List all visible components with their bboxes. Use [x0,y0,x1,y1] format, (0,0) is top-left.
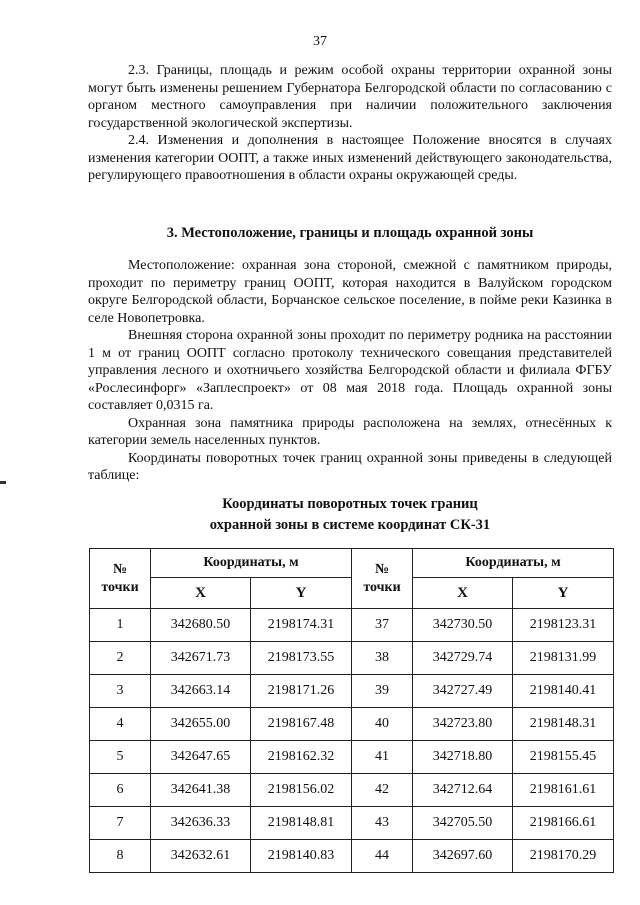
table-row [90,609,614,642]
cell-x-right: 342723.80 [413,708,513,741]
cell-y-right: 2198161.61 [513,774,614,807]
header-y-right: Y [513,578,614,609]
top-paragraphs [88,62,612,185]
table-row [90,741,614,774]
margin-mark [0,481,6,484]
cell-y-left: 2198162.32 [251,741,352,774]
paragraph-2-3: 2.3. Границы, площадь и режим особой охраны территории охранной зоны могут быть изменены решением Губернатора Белгородской области по согласованию с органом местного самоуправления при наличии положительного заключения государственной экологической экспертизы. [88,63,612,131]
header-coords-left: Координаты, м [151,549,352,578]
cell-x-left: 342641.38 [151,774,251,807]
paragraph-outer-boundary: Внешняя сторона охранной зоны проходит по периметру родника на расстоянии 1 м от границ ООПТ согласно протоколу технического совещания представителей управления лесного и охотничьего хозяйства Белгородской области и филиала ФГБУ «Рослесинфорг» «Заплеспроект» от 08 мая 2018 года. Площадь охранной зоны составляет 0,0315 га. [88,328,612,413]
cell-point-left: 6 [90,774,151,807]
cell-y-right: 2198131.99 [513,642,614,675]
cell-y-right: 2198148.31 [513,708,614,741]
cell-point-right: 42 [352,774,413,807]
cell-x-left: 342680.50 [151,609,251,642]
cell-y-left: 2198140.83 [251,840,352,873]
cell-y-left: 2198148.81 [251,807,352,840]
cell-x-right: 342697.60 [413,840,513,873]
cell-x-right: 342730.50 [413,609,513,642]
cell-x-left: 342647.65 [151,741,251,774]
paragraph-land-category: Охранная зона памятника природы расположена на землях, отнесённых к категории земель населенных пунктов. [88,415,612,448]
cell-y-right: 2198170.29 [513,840,614,873]
header-point-number-right [352,549,413,609]
cell-point-left: 5 [90,741,151,774]
section-paragraphs [88,257,612,485]
cell-y-left: 2198156.02 [251,774,352,807]
coordinates-table-wrapper [89,548,613,873]
cell-y-left: 2198171.26 [251,675,352,708]
cell-y-right: 2198155.45 [513,741,614,774]
cell-point-left: 7 [90,807,151,840]
cell-y-right: 2198123.31 [513,609,614,642]
page-number: 37 [313,34,327,49]
cell-x-left: 342636.33 [151,807,251,840]
table-title [88,494,612,536]
cell-y-right: 2198140.41 [513,675,614,708]
header-num-sign: № [374,561,390,577]
cell-y-left: 2198174.31 [251,609,352,642]
cell-point-left: 1 [90,609,151,642]
cell-x-left: 342663.14 [151,675,251,708]
table-row [90,840,614,873]
header-point-number-left [90,549,151,609]
paragraph-location: Местоположение: охранная зона стороной, смежной с памятником природы, проходит по периметру границ ООПТ, которая находится в Валуйском городском округе Белгородской области, Борчанское сельское поселение, в пойме реки Казинка в селе Новопетровка. [88,258,612,326]
table-row [90,675,614,708]
table-title-line-1: Координаты поворотных точек границ [222,496,478,512]
cell-x-left: 342632.61 [151,840,251,873]
coordinates-table [89,548,614,873]
table-title-line-2: охранной зоны в системе координат СК-31 [209,517,491,533]
cell-point-left: 4 [90,708,151,741]
cell-point-left: 2 [90,642,151,675]
header-coords-right: Координаты, м [413,549,614,578]
header-x-left: X [151,578,251,609]
cell-y-right: 2198166.61 [513,807,614,840]
table-row [90,642,614,675]
table-row [90,708,614,741]
cell-x-left: 342655.00 [151,708,251,741]
header-num-sign: № [112,561,128,577]
table-row [90,774,614,807]
cell-y-left: 2198167.48 [251,708,352,741]
cell-point-left: 8 [90,840,151,873]
cell-point-left: 3 [90,675,151,708]
header-y-left: Y [251,578,352,609]
header-num-word: точки [363,579,401,595]
cell-x-right: 342705.50 [413,807,513,840]
header-x-right: X [413,578,513,609]
cell-point-right: 41 [352,741,413,774]
cell-x-right: 342718.80 [413,741,513,774]
cell-point-right: 37 [352,609,413,642]
cell-point-right: 43 [352,807,413,840]
cell-y-left: 2198173.55 [251,642,352,675]
table-row [90,807,614,840]
cell-point-right: 40 [352,708,413,741]
section-heading: 3. Местоположение, границы и площадь охранной зоны [166,225,534,241]
header-num-word: точки [101,579,139,595]
cell-x-right: 342727.49 [413,675,513,708]
cell-point-right: 38 [352,642,413,675]
paragraph-table-intro: Координаты поворотных точек границ охранной зоны приведены в следующей таблице: [88,450,612,483]
cell-x-left: 342671.73 [151,642,251,675]
cell-x-right: 342712.64 [413,774,513,807]
paragraph-2-4: 2.4. Изменения и дополнения в настоящее Положение вносятся в случаях изменения категории ООПТ, а также иных изменений действующего законодательства, регулирующего правоотношения в области охраны окружающей среды. [88,133,612,183]
cell-point-right: 39 [352,675,413,708]
cell-point-right: 44 [352,840,413,873]
cell-x-right: 342729.74 [413,642,513,675]
